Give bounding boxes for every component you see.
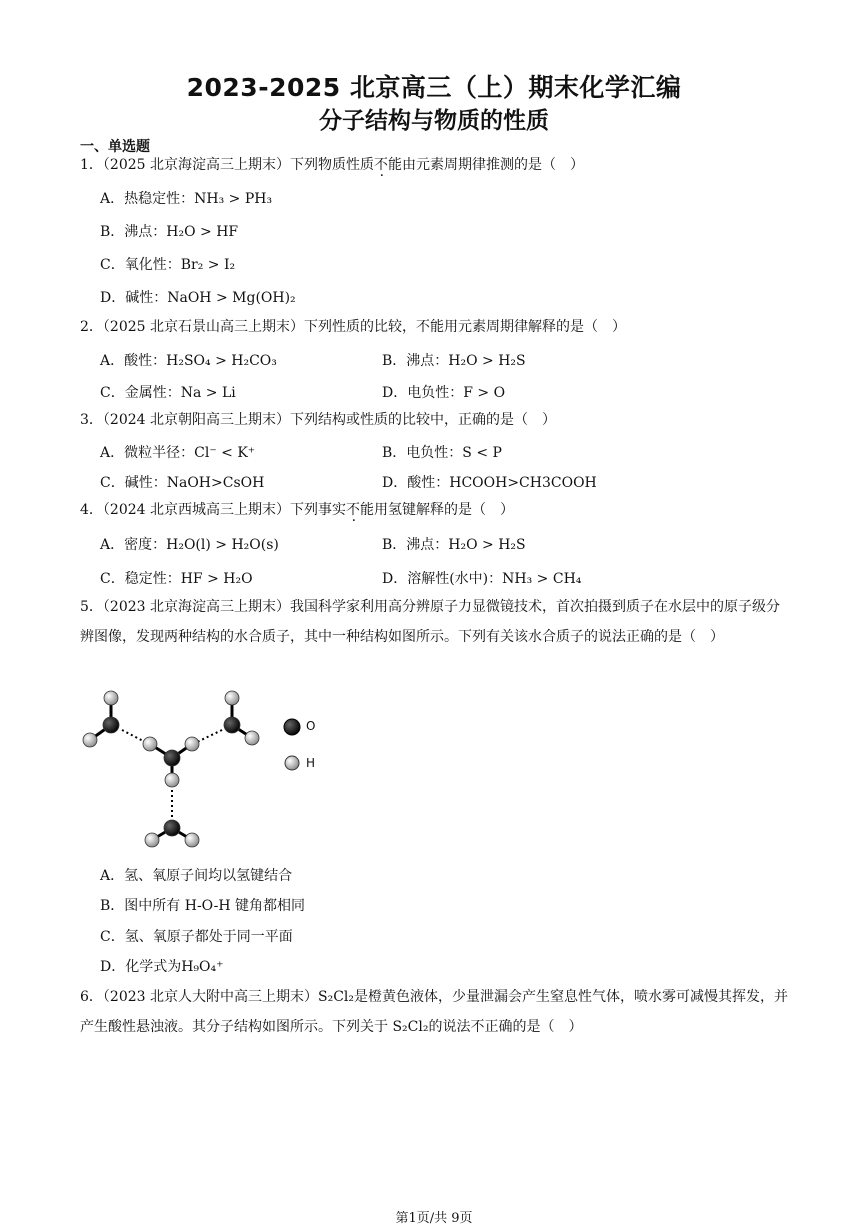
option-formula: NaOH>CsOH bbox=[166, 475, 265, 491]
hydrogen-atom bbox=[145, 833, 159, 847]
figure-legend-markers bbox=[283, 718, 303, 778]
hydrogen-atom bbox=[165, 773, 179, 787]
q5-option-d: D．化学式为H₉O₄⁺ bbox=[100, 959, 224, 975]
option-label: D．溶解性(水中)： bbox=[382, 571, 503, 587]
q5-option-c: C．氢、氧原子都处于同一平面 bbox=[100, 929, 293, 945]
q3-option-a bbox=[100, 442, 255, 462]
q4-stem-part: 能用氢键解释的是（ ） bbox=[360, 502, 514, 518]
q1-option-c bbox=[100, 254, 235, 274]
q1-stem-part: 能由元素周期律推测的是（ ） bbox=[388, 157, 584, 173]
option-formula: F > O bbox=[463, 385, 506, 401]
option-formula: Na > Li bbox=[180, 385, 236, 401]
q2-option-b bbox=[382, 350, 526, 370]
option-label: D．电负性： bbox=[382, 385, 464, 401]
option-label: B．沸点： bbox=[100, 224, 167, 240]
page-footer: 第1页/共 9页 bbox=[395, 1211, 473, 1226]
option-formula: NaOH > Mg(OH)₂ bbox=[167, 290, 296, 306]
q2-option-c bbox=[100, 382, 236, 402]
option-label: B．沸点： bbox=[382, 353, 449, 369]
option-formula: H₂O(l) > H₂O(s) bbox=[166, 537, 279, 553]
oxygen-legend-marker bbox=[284, 719, 300, 735]
question-1-stem bbox=[80, 156, 792, 174]
option-label: A．酸性： bbox=[100, 353, 167, 369]
option-label: C．氧化性： bbox=[100, 257, 181, 273]
hydrogen-legend-marker bbox=[285, 756, 299, 770]
question-5-stem: 5．（2023 北京海淀高三上期末）我国科学家利用高分辨原子力显微镜技术，首次拍摄到质子在水层中的原子级分辨图像，发现两种结构的水合质子，其中一种结构如图所示。下列有关该水合质子的说法正确的是（ ） bbox=[80, 599, 780, 645]
oxygen-atom bbox=[103, 717, 119, 733]
option-formula: H₂O > H₂S bbox=[448, 537, 526, 553]
option-label: D．碱性： bbox=[100, 290, 168, 306]
question-2-stem: 2．（2025 北京石景山高三上期末）下列性质的比较，不能用元素周期律解释的是（ ） bbox=[80, 319, 626, 335]
q5-option-a: A．氢、氧原子间均以氢键结合 bbox=[100, 868, 293, 884]
q1-option-b bbox=[100, 221, 238, 241]
hydrogen-atom bbox=[225, 691, 239, 705]
q4-option-c bbox=[100, 568, 253, 588]
q4-option-b bbox=[382, 534, 526, 554]
q3-option-c bbox=[100, 472, 264, 492]
q4-option-d bbox=[382, 568, 581, 588]
q5-option-b: B．图中所有 H-O-H 键角都相同 bbox=[100, 898, 306, 914]
option-formula: HF > H₂O bbox=[180, 571, 253, 587]
option-formula: NH₃ > PH₃ bbox=[194, 191, 273, 207]
option-label: C．碱性： bbox=[100, 475, 167, 491]
q1-option-a bbox=[100, 188, 272, 208]
q3-option-b bbox=[382, 442, 502, 462]
hydrogen-atom bbox=[143, 737, 157, 751]
hydrogen-atom bbox=[104, 691, 118, 705]
oxygen-atom bbox=[164, 750, 180, 766]
option-label: C．金属性： bbox=[100, 385, 181, 401]
legend-h-label: H bbox=[306, 756, 316, 770]
option-label: B．沸点： bbox=[382, 537, 449, 553]
q4-stem-part: 4．（2024 北京西城高三上期末）下列事实 bbox=[80, 502, 346, 518]
hydrogen-atom bbox=[245, 731, 259, 745]
option-formula: Cl⁻ < K⁺ bbox=[194, 445, 256, 461]
option-formula: H₂O > H₂S bbox=[448, 353, 526, 369]
page-subtitle: 分子结构与物质的性质 bbox=[319, 108, 549, 134]
q1-emphasis: 不 bbox=[374, 157, 388, 173]
option-label: C．稳定性： bbox=[100, 571, 181, 587]
option-formula: HCOOH>CH3COOH bbox=[449, 475, 597, 491]
option-formula: S < P bbox=[462, 445, 502, 461]
oxygen-atom bbox=[224, 717, 240, 733]
hydrogen-atom bbox=[185, 737, 199, 751]
option-formula: NH₃ > CH₄ bbox=[502, 571, 582, 587]
q4-option-a bbox=[100, 534, 279, 554]
q1-stem-part: 1．（2025 北京海淀高三上期末）下列物质性质 bbox=[80, 157, 374, 173]
option-label: D．酸性： bbox=[382, 475, 450, 491]
option-label: A．微粒半径： bbox=[100, 445, 195, 461]
question-4-stem bbox=[80, 501, 792, 519]
hydrated-proton-structure-figure bbox=[72, 680, 272, 855]
q2-option-d bbox=[382, 382, 505, 402]
question-6-stem: 6．（2023 北京人大附中高三上期末）S₂Cl₂是橙黄色液体，少量泄漏会产生窒息性气体，喷水雾可减慢其挥发，并产生酸性悬浊液。其分子结构如图所示。下列关于 S₂Cl₂的说法不正确的是（ ） bbox=[80, 989, 788, 1035]
option-formula: H₂O > HF bbox=[166, 224, 239, 240]
page-title: 2023-2025 北京高三（上）期末化学汇编 bbox=[186, 73, 682, 102]
hydrogen-atom bbox=[83, 733, 97, 747]
option-formula: Br₂ > I₂ bbox=[180, 257, 236, 273]
q4-emphasis: 不 bbox=[346, 502, 360, 518]
q3-option-d bbox=[382, 472, 597, 492]
q1-option-d bbox=[100, 287, 296, 307]
option-label: A．密度： bbox=[100, 537, 167, 553]
oxygen-atom bbox=[164, 820, 180, 836]
option-label: B．电负性： bbox=[382, 445, 463, 461]
section-heading: 一、单选题 bbox=[80, 139, 150, 155]
option-label: A．热稳定性： bbox=[100, 191, 195, 207]
option-formula: H₂SO₄ > H₂CO₃ bbox=[166, 353, 277, 369]
question-3-stem: 3．（2024 北京朝阳高三上期末）下列结构或性质的比较中，正确的是（ ） bbox=[80, 412, 556, 428]
hydrogen-atom bbox=[185, 833, 199, 847]
legend-o-label: O bbox=[306, 719, 316, 733]
q2-option-a bbox=[100, 350, 277, 370]
